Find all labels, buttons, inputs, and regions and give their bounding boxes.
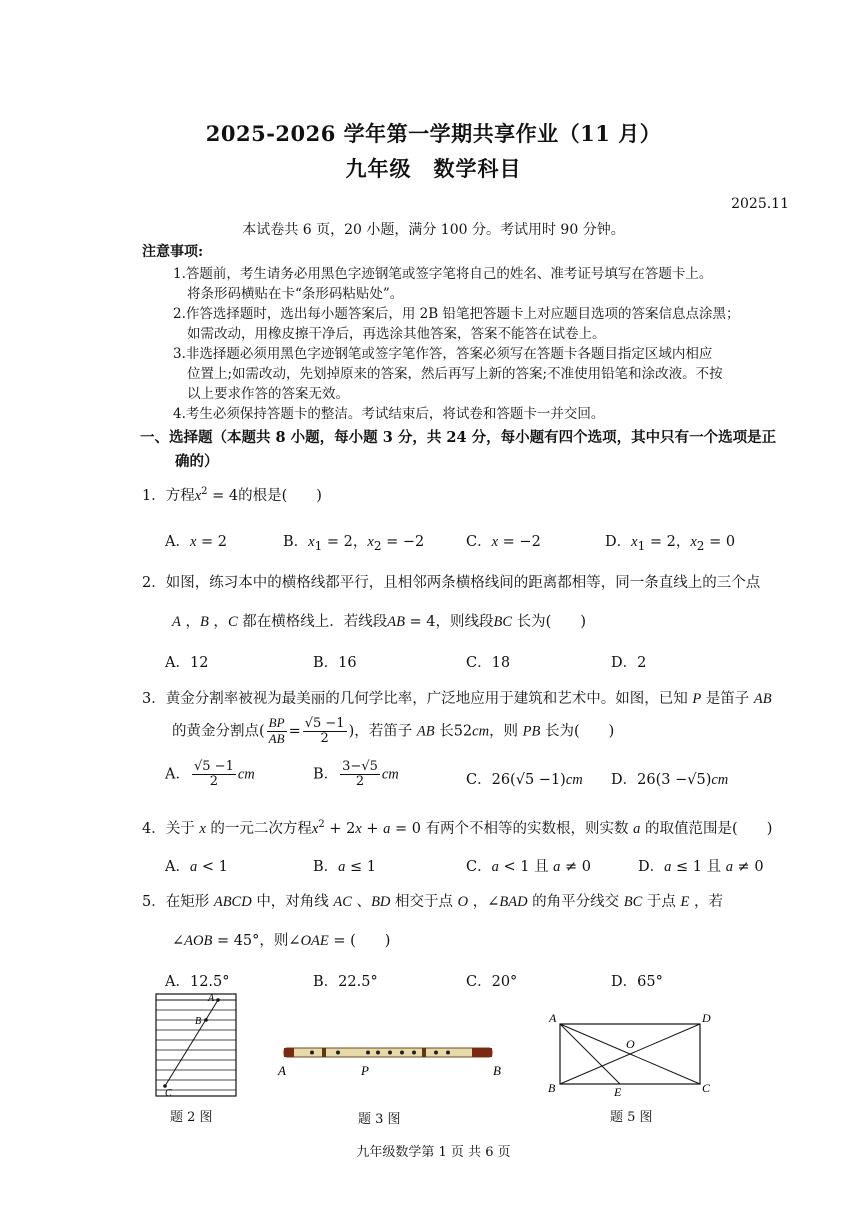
- q1-option-b: B．$x_1 = 2$，$x_2 = -2$: [283, 534, 425, 553]
- fig5-label-d: D: [702, 1011, 711, 1025]
- fig2-label-a: A: [208, 993, 215, 1004]
- q1-option-a: A．x = 2: [165, 534, 228, 550]
- q4-option-d: D．a ≤ 1 且 a ≠ 0: [638, 859, 764, 875]
- q2-option-c: C．18: [466, 655, 511, 671]
- figure-2-caption: 题 2 图: [170, 1110, 213, 1125]
- q1-option-c: C．x = −2: [466, 534, 541, 550]
- page-footer: 九年级数学第 1 页 共 6 页: [356, 1145, 511, 1160]
- q1-option-d: D．$x_1 = 2$，$x_2 = 0$: [605, 534, 736, 553]
- figure-5-caption: 题 5 图: [610, 1110, 653, 1125]
- exam-subtitle: 九年级 数学科目: [345, 156, 522, 181]
- notice-line: 1.答题前，考生请务必用黑色字迹钢笔或签字笔将自己的姓名、准考证号填写在答题卡上。: [173, 266, 713, 282]
- q2-option-a: A．12: [165, 655, 209, 671]
- question-5: 5．在矩形 ABCD 中，对角线 AC 、BD 相交于点 O ，∠BAD 的角平分线交 BC 于点 E ，若: [142, 894, 723, 910]
- question-2: 2．如图，练习本中的横格线都平行，且相邻两条横格线间的距离都相等，同一条直线上的三个点: [142, 575, 761, 591]
- question-3: 3．黄金分割率被视为最美丽的几何学比率，广泛地应用于建筑和艺术中。如图，已知 P 是笛子 AB: [142, 691, 772, 707]
- q2-option-d: D．2: [611, 655, 647, 671]
- q5-option-d: D．65°: [611, 974, 663, 990]
- figure-2-notebook: [152, 990, 242, 1102]
- fig3-label-a: A: [278, 1063, 286, 1078]
- q5-option-c: C．20°: [466, 974, 518, 990]
- question-4: 4．关于 x 的一元二次方程$x^2 + 2x + a = 0$ 有两个不相等的实数根，则实数 a 的取值范围是( ): [142, 819, 773, 837]
- fig3-label-p: P: [361, 1063, 369, 1078]
- notice-line: 如需改动，用橡皮擦干净后，再选涂其他答案，答案不能答在试卷上。: [187, 326, 606, 342]
- section-heading-cont: 确的）: [175, 453, 219, 470]
- section-heading: 一、选择题（本题共 8 小题，每小题 3 分，共 24 分，每小题有四个选项，其中只有一个选项是正: [140, 429, 777, 446]
- question-2-cont: A ，B ，C 都在横格线上．若线段AB = 4，则线段BC 长为( ): [172, 614, 586, 630]
- q4-option-c: C．a < 1 且 a ≠ 0: [466, 859, 592, 875]
- q5-option-a: A．12.5°: [165, 974, 230, 990]
- q5-option-b: B．22.5°: [313, 974, 378, 990]
- question-5-cont: ∠AOB = 45°，则∠OAE = ( ): [172, 933, 391, 949]
- fig5-label-c: C: [702, 1081, 711, 1095]
- q3-option-c: C．26(√5 −1)cm: [466, 772, 583, 788]
- figure-5-rectangle: [540, 1004, 720, 1100]
- fig2-label-c: C: [165, 1088, 172, 1099]
- exam-intro: 本试卷共 6 页，20 小题，满分 100 分。考试用时 90 分钟。: [242, 222, 625, 238]
- fig2-label-b: B: [195, 1016, 202, 1027]
- figure-3-caption: 题 3 图: [358, 1112, 401, 1127]
- question-3-cont: 的黄金分割点( $\frac{BP}{AB}$ = $\frac{√5 -1}{2}$ )，若笛子 AB 长52cm，则 PB 长为( ): [172, 715, 615, 746]
- notice-heading: 注意事项:: [142, 244, 204, 260]
- fig5-label-a: A: [549, 1011, 557, 1025]
- fig3-label-b: B: [493, 1063, 501, 1078]
- notice-line: 将条形码横贴在卡“条形码粘贴处”。: [187, 286, 404, 302]
- exam-date: 2025.11: [731, 196, 789, 212]
- q3-option-a: A． $\frac{√5 -1}{2}$ cm: [165, 759, 255, 789]
- figure-3-flute: [272, 1040, 512, 1080]
- notice-line: 3.非选择题必须用黑色字迹钢笔或签字笔作答，答案必须写在答题卡各题目指定区域内相应: [173, 346, 713, 362]
- q3-option-d: D．26(3 −√5)cm: [611, 772, 729, 788]
- exam-title: 2025-2026 学年第一学期共享作业（11 月）: [205, 121, 662, 146]
- fig5-label-b: B: [548, 1081, 556, 1095]
- notice-line: 4.考生必须保持答题卡的整洁。考试结束后，将试卷和答题卡一并交回。: [173, 406, 605, 422]
- q4-option-b: B．a ≤ 1: [313, 859, 376, 875]
- notice-line: 以上要求作答的答案无效。: [187, 386, 349, 402]
- q4-option-a: A．a < 1: [165, 859, 228, 875]
- notice-line: 2.作答选择题时，选出每小题答案后，用 2B 铅笔把答题卡上对应题目选项的答案信息点涂黑；: [173, 306, 740, 322]
- q2-option-b: B．16: [313, 655, 357, 671]
- notice-line: 位置上;如需改动，先划掉原来的答案，然后再写上新的答案;不准使用铅笔和涂改液。不按: [187, 366, 723, 382]
- q3-option-b: B． $\frac{3-√5}{2}$ cm: [313, 759, 399, 789]
- question-1: 1．方程$x^2 = 4$的根是( ): [142, 486, 322, 504]
- fig5-label-o: O: [626, 1037, 635, 1051]
- fig5-label-e: E: [614, 1085, 622, 1099]
